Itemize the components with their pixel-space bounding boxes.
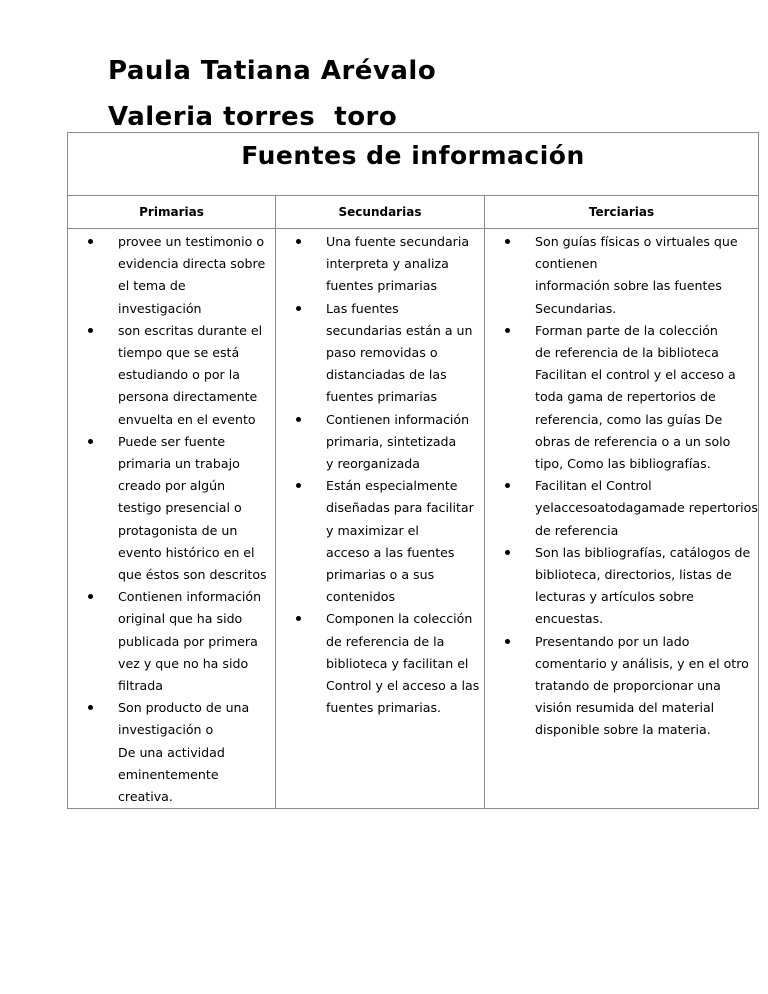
list-item-line: biblioteca y facilitan el	[326, 655, 469, 671]
list-item-line: Control y el acceso a las	[326, 678, 480, 694]
list-item-line: que éstos son descritos	[118, 567, 267, 583]
list-item	[68, 320, 275, 431]
list-item	[485, 542, 758, 631]
list-item-line: referencia, como las guías De	[535, 411, 723, 427]
list-item-line: Las fuentes	[326, 300, 399, 316]
list-item-line: Secundarias.	[535, 300, 617, 316]
list-item-line: distanciadas de las	[326, 367, 447, 383]
column-secundarias	[276, 229, 485, 809]
list-item-line: creado por algún	[118, 478, 226, 494]
table-title-cell	[68, 133, 759, 196]
list-item-line: de referencia de la	[326, 633, 445, 649]
list-item-line: Contienen información	[118, 589, 262, 605]
list-item-line: Componen la colección	[326, 611, 473, 627]
list-item-line: fuentes primarias	[326, 389, 438, 405]
column-terciarias	[485, 229, 759, 809]
list-item-line: lecturas y artículos sobre	[535, 589, 694, 605]
list-item-line: paso removidas o	[326, 345, 438, 361]
list-item	[68, 431, 275, 586]
column-header-primarias: Primarias	[68, 196, 276, 229]
list-item-line: de referencia	[535, 522, 619, 538]
list-item-line: creativa.	[118, 789, 173, 805]
list-item-line: disponible sobre la materia.	[535, 722, 711, 738]
list-item-line: contienen	[535, 256, 598, 272]
list-item	[276, 231, 484, 298]
list-item-line: testigo presencial o	[118, 500, 242, 516]
list-item-line: el tema de	[118, 278, 186, 294]
list-item-line: Son guías físicas o virtuales que	[535, 234, 738, 249]
list-item-line: primarias o a sus	[326, 567, 435, 583]
list-item-line: Una fuente secundaria	[326, 234, 470, 249]
list-item-line: Están especialmente	[326, 478, 458, 494]
list-item-line: primaria, sintetizada	[326, 433, 457, 449]
list-item-line: estudiando o por la	[118, 367, 240, 383]
list-item-line: persona directamente	[118, 389, 258, 405]
list-item-line: filtrada	[118, 678, 163, 694]
list-item	[68, 697, 275, 808]
list-item-line: interpreta y analiza	[326, 256, 449, 272]
author-name-1: Paula Tatiana Arévalo	[108, 56, 437, 86]
list-item	[68, 586, 275, 697]
list-item-line: evento histórico en el	[118, 544, 255, 560]
list-item-line: primaria un trabajo	[118, 456, 240, 472]
list-item-line: protagonista de un	[118, 522, 238, 538]
table-title: Fuentes de información	[241, 141, 585, 170]
list-item	[485, 475, 758, 542]
list-item-line: acceso a las fuentes	[326, 544, 455, 560]
list-item-line: toda gama de repertorios de	[535, 389, 716, 405]
list-item	[276, 409, 484, 476]
list-item-line: visión resumida del material	[535, 700, 715, 716]
list-item-line: evidencia directa sobre	[118, 256, 266, 272]
list-item	[485, 320, 758, 475]
list-item-line: encuestas.	[535, 611, 604, 627]
list-item-line: Forman parte de la colección	[535, 322, 718, 338]
list-item-line: biblioteca, directorios, listas de	[535, 567, 732, 583]
list-item-line: yelaccesoatodagamade repertorios	[535, 500, 758, 516]
list-item-line: Contienen información	[326, 411, 470, 427]
list-item	[276, 608, 484, 719]
list-item-line: y reorganizada	[326, 456, 420, 472]
list-item-line: Son las bibliografías, catálogos de	[535, 544, 751, 560]
list-item-line: información sobre las fuentes	[535, 278, 722, 294]
terciarias-list	[485, 231, 758, 742]
list-item-line: tipo, Como las bibliografías.	[535, 456, 711, 472]
list-item-line: fuentes primarias	[326, 278, 438, 294]
list-item-line: comentario y análisis, y en el otro	[535, 655, 749, 671]
list-item	[68, 231, 275, 320]
author-block	[108, 48, 436, 140]
list-item-line: son escritas durante el	[118, 322, 263, 338]
column-header-secundarias: Secundarias	[276, 196, 485, 229]
list-item	[276, 298, 484, 409]
list-item-line: De una actividad	[118, 744, 225, 760]
list-item-line: envuelta en el evento	[118, 411, 256, 427]
author-name-2: Valeria torres toro	[108, 102, 398, 132]
list-item-line: fuentes primarias.	[326, 700, 442, 716]
list-item-line: publicada por primera	[118, 633, 258, 649]
list-item	[276, 475, 484, 608]
list-item-line: original que ha sido	[118, 611, 243, 627]
secundarias-list	[276, 231, 484, 719]
list-item	[485, 231, 758, 320]
sources-table	[67, 132, 759, 809]
list-item-line: contenidos	[326, 589, 396, 605]
list-item-line: Puede ser fuente	[118, 433, 226, 449]
list-item-line: Facilitan el Control	[535, 478, 652, 494]
list-item-line: investigación o	[118, 722, 214, 738]
list-item-line: Presentando por un lado	[535, 633, 690, 649]
list-item-line: tiempo que se está	[118, 345, 240, 361]
list-item-line: obras de referencia o a un solo	[535, 433, 731, 449]
primarias-list	[68, 231, 275, 808]
list-item-line: vez y que no ha sido	[118, 655, 249, 671]
list-item-line: Son producto de una	[118, 700, 250, 716]
column-header-terciarias: Terciarias	[485, 196, 759, 229]
list-item	[485, 631, 758, 742]
list-item-line: provee un testimonio o	[118, 234, 265, 249]
list-item-line: de referencia de la biblioteca	[535, 345, 719, 361]
list-item-line: Facilitan el control y el acceso a	[535, 367, 736, 383]
list-item-line: eminentemente	[118, 766, 219, 782]
list-item-line: y maximizar el	[326, 522, 419, 538]
list-item-line: diseñadas para facilitar	[326, 500, 474, 516]
list-item-line: secundarias están a un	[326, 322, 473, 338]
column-primarias	[68, 229, 276, 809]
list-item-line: tratando de proporcionar una	[535, 678, 721, 694]
list-item-line: investigación	[118, 300, 202, 316]
